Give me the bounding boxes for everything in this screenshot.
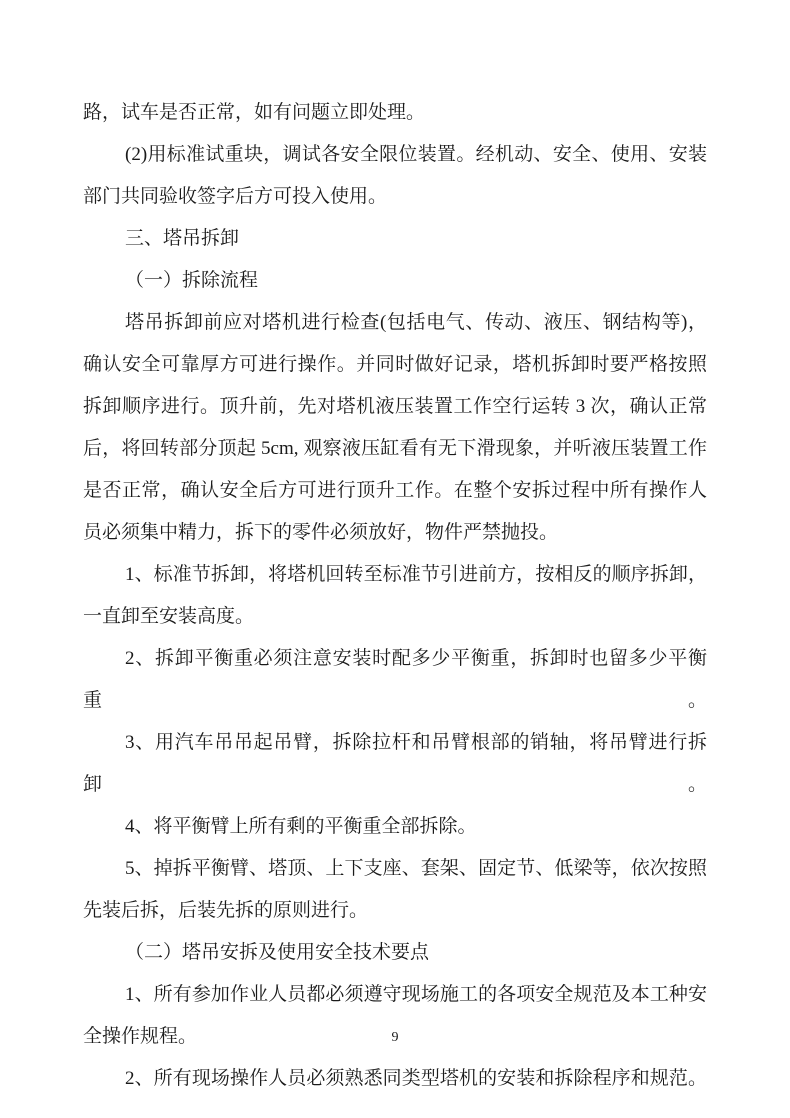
subsection-heading: （一）拆除流程 xyxy=(125,270,259,291)
list-item-line: 2、所有现场操作人员必须熟悉同类型塔机的安装和拆除程序和规范。 xyxy=(125,1068,707,1089)
text-line: 拆卸顺序进行。顶升前，先对塔机液压装置工作空行运转 3 次，确认正常 xyxy=(83,396,707,417)
text-line: 后，将回转部分顶起 5cm, 观察液压缸看有无下滑现象，并听液压装置工作 xyxy=(83,438,707,459)
text-line: 是否正常，确认安全后方可进行顶升工作。在整个安拆过程中所有操作人 xyxy=(83,480,707,501)
text-line: 塔吊拆卸前应对塔机进行检查(包括电气、传动、液压、钢结构等)， xyxy=(125,312,707,333)
document-content xyxy=(83,92,707,1100)
list-item-line: 1、所有参加作业人员都必须遵守现场施工的各项安全规范及本工种安 xyxy=(125,984,707,1005)
list-item-line: 2、拆卸平衡重必须注意安装时配多少平衡重，拆卸时也留多少平衡重。 xyxy=(83,648,707,711)
list-item-line: 全操作规程。 xyxy=(83,1026,198,1047)
text-line: 确认安全可靠厚方可进行操作。并同时做好记录，塔机拆卸时要严格按照 xyxy=(83,354,707,375)
list-item-line: 先装后拆，后装先拆的原则进行。 xyxy=(83,900,369,921)
list-item-line: 1、标准节拆卸，将塔机回转至标准节引进前方，按相反的顺序拆卸， xyxy=(125,564,707,585)
paragraph xyxy=(83,554,707,638)
paragraph xyxy=(83,932,707,974)
paragraph xyxy=(83,848,707,932)
list-item-line: 5、掉拆平衡臂、塔顶、上下支座、套架、固定节、低梁等，依次按照 xyxy=(125,858,707,879)
paragraph xyxy=(83,218,707,260)
subsection-heading: （二）塔吊安拆及使用安全技术要点 xyxy=(125,942,430,963)
section-heading: 三、塔吊拆卸 xyxy=(125,228,240,249)
paragraph xyxy=(83,302,707,554)
text-line: (2)用标准试重块，调试各安全限位装置。经机动、安全、使用、安装 xyxy=(125,144,707,165)
paragraph xyxy=(83,722,707,806)
paragraph xyxy=(83,1058,707,1100)
list-item-line: 4、将平衡臂上所有剩的平衡重全部拆除。 xyxy=(125,816,477,837)
text-line: 员必须集中精力，拆下的零件必须放好，物件严禁抛投。 xyxy=(83,522,559,543)
list-item-line: 一直卸至安装高度。 xyxy=(83,606,255,627)
paragraph xyxy=(83,806,707,848)
paragraph xyxy=(83,134,707,218)
paragraph xyxy=(83,638,707,722)
text-line: 路，试车是否正常，如有问题立即处理。 xyxy=(83,102,426,123)
page-number: 9 xyxy=(391,1030,399,1045)
list-item-line: 3、用汽车吊吊起吊臂，拆除拉杆和吊臂根部的销轴，将吊臂进行拆卸。 xyxy=(83,732,707,795)
paragraph xyxy=(83,260,707,302)
text-line: 部门共同验收签字后方可投入使用。 xyxy=(83,186,388,207)
paragraph xyxy=(83,92,707,134)
